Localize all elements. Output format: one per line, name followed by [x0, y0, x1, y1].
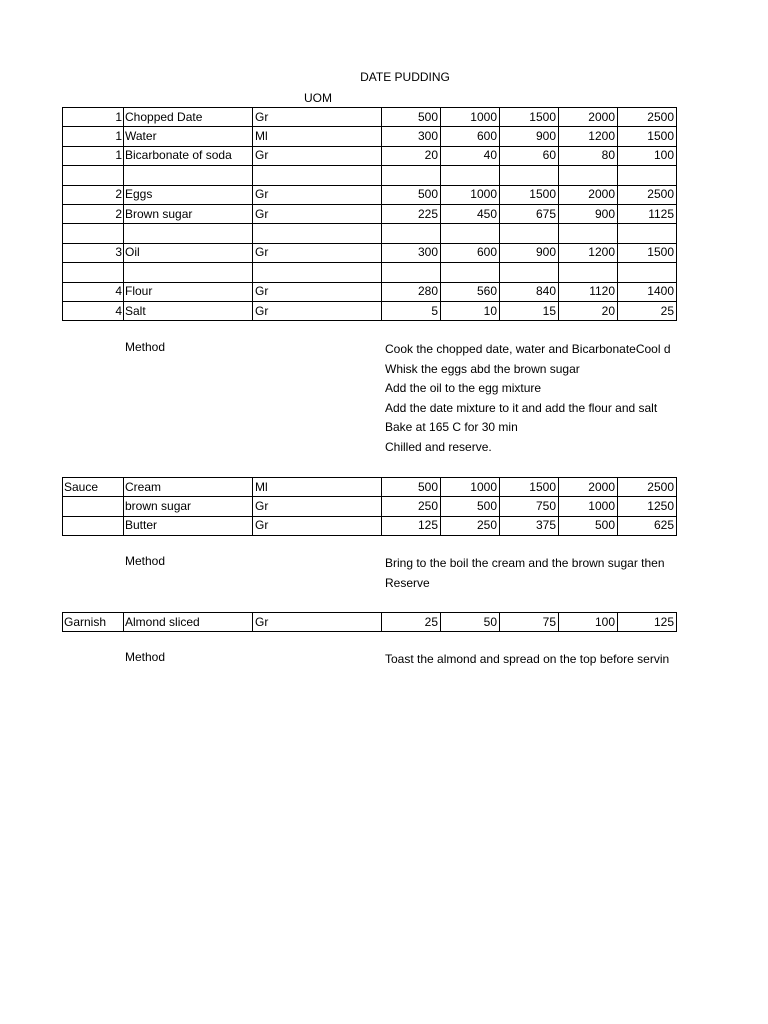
uom-cell: Gr [253, 108, 382, 127]
quantity-cell: 840 [500, 282, 559, 301]
step-cell [63, 263, 124, 282]
quantity-cell [441, 224, 500, 243]
step-cell: 1 [63, 108, 124, 127]
step-cell: 4 [63, 282, 124, 301]
uom-cell: Gr [253, 516, 382, 535]
table-row [63, 301, 677, 320]
recipe-title: DATE PUDDING [360, 70, 450, 84]
quantity-cell: 125 [618, 613, 677, 632]
method-line: Cook the chopped date, water and BicarbonateCool d [385, 342, 671, 356]
table-row [63, 127, 677, 146]
quantity-cell: 75 [500, 613, 559, 632]
quantity-cell: 5 [382, 301, 441, 320]
quantity-cell [441, 263, 500, 282]
quantity-cell: 1250 [618, 497, 677, 516]
step-cell: 1 [63, 146, 124, 165]
uom-cell: Gr [253, 204, 382, 223]
uom-cell: Gr [253, 497, 382, 516]
table-row [63, 282, 677, 301]
ingredient-cell: Chopped Date [124, 108, 253, 127]
quantity-cell: 40 [441, 146, 500, 165]
quantity-cell: 675 [500, 204, 559, 223]
method-line: Bake at 165 C for 30 min [385, 420, 518, 434]
quantity-cell: 750 [500, 497, 559, 516]
uom-cell [253, 166, 382, 185]
ingredient-cell: Brown sugar [124, 204, 253, 223]
quantity-cell: 900 [500, 243, 559, 262]
sauce-table [62, 477, 677, 536]
quantity-cell: 2500 [618, 108, 677, 127]
quantity-cell: 1125 [618, 204, 677, 223]
quantity-cell: 500 [382, 185, 441, 204]
table-row [63, 166, 677, 185]
quantity-cell: 50 [441, 613, 500, 632]
section-cell: Sauce [63, 478, 124, 497]
uom-cell: Gr [253, 613, 382, 632]
ingredient-cell: Oil [124, 243, 253, 262]
ingredients-table-body [63, 108, 677, 321]
uom-cell [253, 263, 382, 282]
table-row [63, 185, 677, 204]
step-cell: 2 [63, 204, 124, 223]
garnish-method-line: Toast the almond and spread on the top before servin [385, 652, 670, 666]
uom-cell [253, 224, 382, 243]
quantity-cell: 60 [500, 146, 559, 165]
ingredients-table [62, 107, 677, 321]
quantity-cell: 25 [618, 301, 677, 320]
quantity-cell: 1400 [618, 282, 677, 301]
quantity-cell: 25 [382, 613, 441, 632]
step-cell: 3 [63, 243, 124, 262]
garnish-table-body [63, 613, 677, 632]
table-row [63, 108, 677, 127]
quantity-cell: 500 [441, 497, 500, 516]
ingredient-cell: Butter [124, 516, 253, 535]
ingredient-cell: brown sugar [124, 497, 253, 516]
quantity-cell: 300 [382, 127, 441, 146]
quantity-cell: 250 [441, 516, 500, 535]
sauce-method-line: Reserve [385, 575, 430, 590]
quantity-cell: 20 [559, 301, 618, 320]
step-cell: 4 [63, 301, 124, 320]
ingredient-cell: Almond sliced [124, 613, 253, 632]
uom-header: UOM [304, 91, 332, 105]
quantity-cell [559, 166, 618, 185]
quantity-cell: 500 [382, 108, 441, 127]
method-text [385, 340, 687, 457]
quantity-cell: 2000 [559, 185, 618, 204]
table-row [63, 243, 677, 262]
quantity-cell: 10 [441, 301, 500, 320]
table-row [63, 613, 677, 632]
sauce-table-body [63, 478, 677, 536]
table-row [63, 204, 677, 223]
quantity-cell: 375 [500, 516, 559, 535]
quantity-cell: 625 [618, 516, 677, 535]
quantity-cell [382, 166, 441, 185]
method-line: Add the date mixture to it and add the flour and salt [385, 400, 658, 415]
method-label: Method [125, 340, 166, 354]
step-cell [63, 224, 124, 243]
ingredient-cell: Salt [124, 301, 253, 320]
quantity-cell: 2500 [618, 478, 677, 497]
method-line: Whisk the eggs abd the brown sugar [385, 361, 580, 376]
quantity-cell: 1500 [500, 108, 559, 127]
quantity-cell: 1500 [500, 478, 559, 497]
sauce-method-text [385, 554, 687, 593]
table-row [63, 497, 677, 516]
quantity-cell: 600 [441, 243, 500, 262]
quantity-cell: 1200 [559, 127, 618, 146]
quantity-cell [618, 263, 677, 282]
quantity-cell: 100 [618, 146, 677, 165]
uom-cell: Gr [253, 243, 382, 262]
ingredient-cell: Eggs [124, 185, 253, 204]
uom-cell: Gr [253, 282, 382, 301]
quantity-cell: 900 [559, 204, 618, 223]
uom-cell: Gr [253, 301, 382, 320]
ingredient-cell: Water [124, 127, 253, 146]
step-cell: 1 [63, 127, 124, 146]
ingredient-cell: Flour [124, 282, 253, 301]
quantity-cell: 1120 [559, 282, 618, 301]
uom-cell: Gr [253, 185, 382, 204]
quantity-cell: 500 [559, 516, 618, 535]
uom-cell: Ml [253, 127, 382, 146]
quantity-cell: 450 [441, 204, 500, 223]
quantity-cell: 1200 [559, 243, 618, 262]
sauce-method-label: Method [125, 554, 166, 568]
quantity-cell: 300 [382, 243, 441, 262]
quantity-cell: 1000 [441, 478, 500, 497]
table-row [63, 263, 677, 282]
quantity-cell [382, 224, 441, 243]
quantity-cell: 2000 [559, 478, 618, 497]
ingredient-cell: Bicarbonate of soda [124, 146, 253, 165]
method-line: Add the oil to the egg mixture [385, 381, 542, 395]
garnish-method-text [385, 650, 687, 670]
quantity-cell: 1000 [559, 497, 618, 516]
quantity-cell [618, 224, 677, 243]
uom-cell: Ml [253, 478, 382, 497]
quantity-cell [382, 263, 441, 282]
ingredient-cell [124, 166, 253, 185]
sauce-method-line: Bring to the boil the cream and the brown sugar then [385, 556, 665, 570]
quantity-cell [500, 224, 559, 243]
quantity-cell: 2000 [559, 108, 618, 127]
quantity-cell: 250 [382, 497, 441, 516]
quantity-cell: 1500 [500, 185, 559, 204]
section-cell: Garnish [63, 613, 124, 632]
ingredient-cell: Cream [124, 478, 253, 497]
section-cell [63, 497, 124, 516]
quantity-cell: 1000 [441, 185, 500, 204]
step-cell [63, 166, 124, 185]
quantity-cell: 1500 [618, 127, 677, 146]
quantity-cell [618, 166, 677, 185]
quantity-cell [500, 263, 559, 282]
quantity-cell: 600 [441, 127, 500, 146]
quantity-cell: 20 [382, 146, 441, 165]
ingredient-cell [124, 263, 253, 282]
quantity-cell: 100 [559, 613, 618, 632]
quantity-cell: 80 [559, 146, 618, 165]
quantity-cell: 280 [382, 282, 441, 301]
garnish-table [62, 612, 677, 632]
uom-cell: Gr [253, 146, 382, 165]
garnish-method-label: Method [125, 650, 166, 664]
quantity-cell [500, 166, 559, 185]
section-cell [63, 516, 124, 535]
quantity-cell: 560 [441, 282, 500, 301]
step-cell: 2 [63, 185, 124, 204]
table-row [63, 146, 677, 165]
quantity-cell [559, 224, 618, 243]
quantity-cell: 1000 [441, 108, 500, 127]
method-line: Chilled and reserve. [385, 439, 492, 454]
table-row [63, 224, 677, 243]
table-row [63, 516, 677, 535]
quantity-cell [559, 263, 618, 282]
quantity-cell: 225 [382, 204, 441, 223]
quantity-cell: 125 [382, 516, 441, 535]
ingredient-cell [124, 224, 253, 243]
quantity-cell [441, 166, 500, 185]
quantity-cell: 15 [500, 301, 559, 320]
quantity-cell: 1500 [618, 243, 677, 262]
quantity-cell: 900 [500, 127, 559, 146]
quantity-cell: 500 [382, 478, 441, 497]
quantity-cell: 2500 [618, 185, 677, 204]
table-row [63, 478, 677, 497]
